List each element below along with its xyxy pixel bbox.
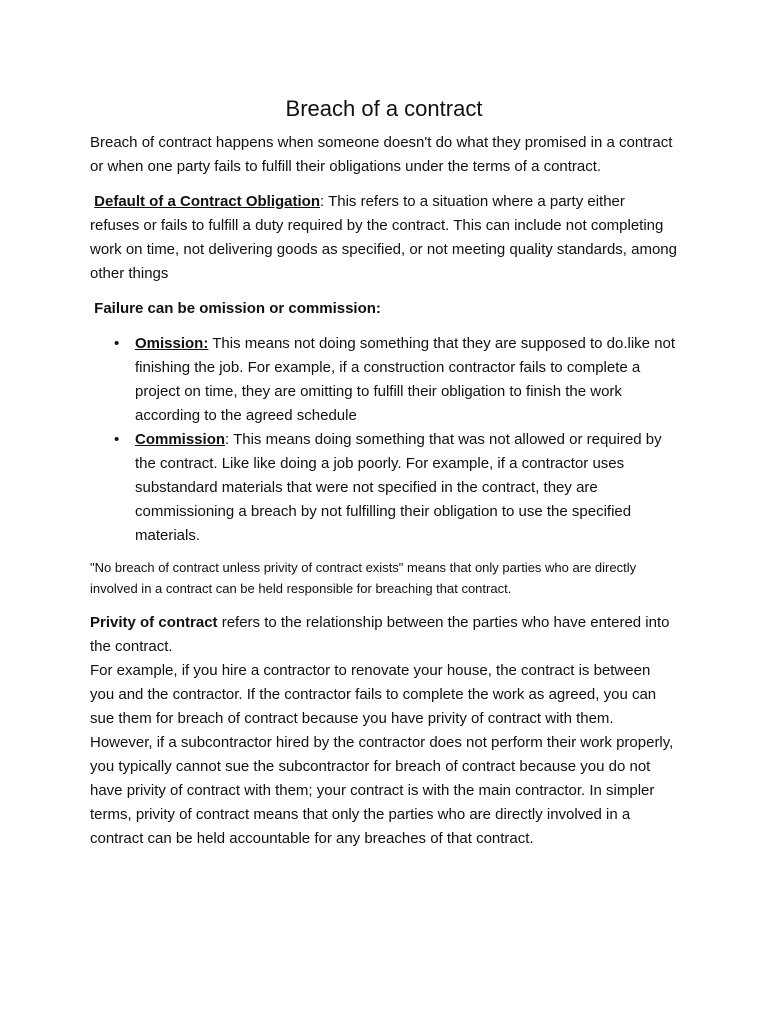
failure-heading bbox=[90, 297, 678, 321]
list-item-omission bbox=[114, 332, 678, 428]
privity-example: For example, if you hire a contractor to renovate your house, the contract is between you and the contractor. If the contractor fails to complete the work as agreed, you can sue them for breach of contract because you have privity of contract with them. However, if a subcontractor hired by the contractor does not perform their work properly, you typically cannot sue the subcontractor for breach of contract because you do not have privity of contract with them; your contract is with the main contractor. In simpler terms, privity of contract means that only the parties who are directly involved in a contract can be held accountable for any breaches of that contract. bbox=[90, 662, 674, 847]
privity-paragraph bbox=[90, 611, 678, 659]
intro-paragraph: Breach of contract happens when someone doesn't do what they promised in a contract or when one party fails to fulfill their obligations under the terms of a contract. bbox=[90, 134, 673, 175]
bullet-icon: • bbox=[114, 431, 120, 448]
list-item-commission bbox=[114, 428, 678, 548]
default-paragraph bbox=[90, 190, 678, 286]
document-title: Breach of a contract bbox=[285, 96, 483, 121]
default-colon: : bbox=[320, 193, 325, 210]
privity-note: "No breach of contract unless privity of contract exists" means that only parties who are directly involved in a contract can be held responsible for breaching that contract. bbox=[90, 560, 637, 596]
commission-term: Commission bbox=[135, 431, 226, 448]
omission-term: Omission: bbox=[135, 335, 209, 352]
default-heading: Default of a Contract Obligation bbox=[94, 193, 321, 210]
privity-term: Privity of contract bbox=[90, 614, 218, 631]
bullet-icon: • bbox=[114, 335, 120, 352]
commission-text: : This means doing something that was not allowed or required by the contract. Like like doing a job poorly. For example, if a contractor uses substandard materials that were not specified in the contract, they are commissioning a breach by not fulfilling their obligation to use the specified materials. bbox=[135, 431, 662, 544]
failure-list bbox=[90, 332, 678, 548]
privity-definition: refers to the relationship between the parties who have entered into the contract. bbox=[90, 614, 670, 655]
default-body: This refers to a situation where a party either refuses or fails to fulfill a duty required by the contract. This can include not completing work on time, not delivering goods as specified, or not meeting quality standards, among other things bbox=[90, 193, 677, 282]
omission-text: This means not doing something that they are supposed to do.like not finishing the job. For example, if a construction contractor fails to complete a project on time, they are omitting to fulfill their obligation to finish the work according to the agreed schedule bbox=[135, 335, 676, 424]
failure-heading-text: Failure can be omission or commission: bbox=[94, 300, 381, 317]
